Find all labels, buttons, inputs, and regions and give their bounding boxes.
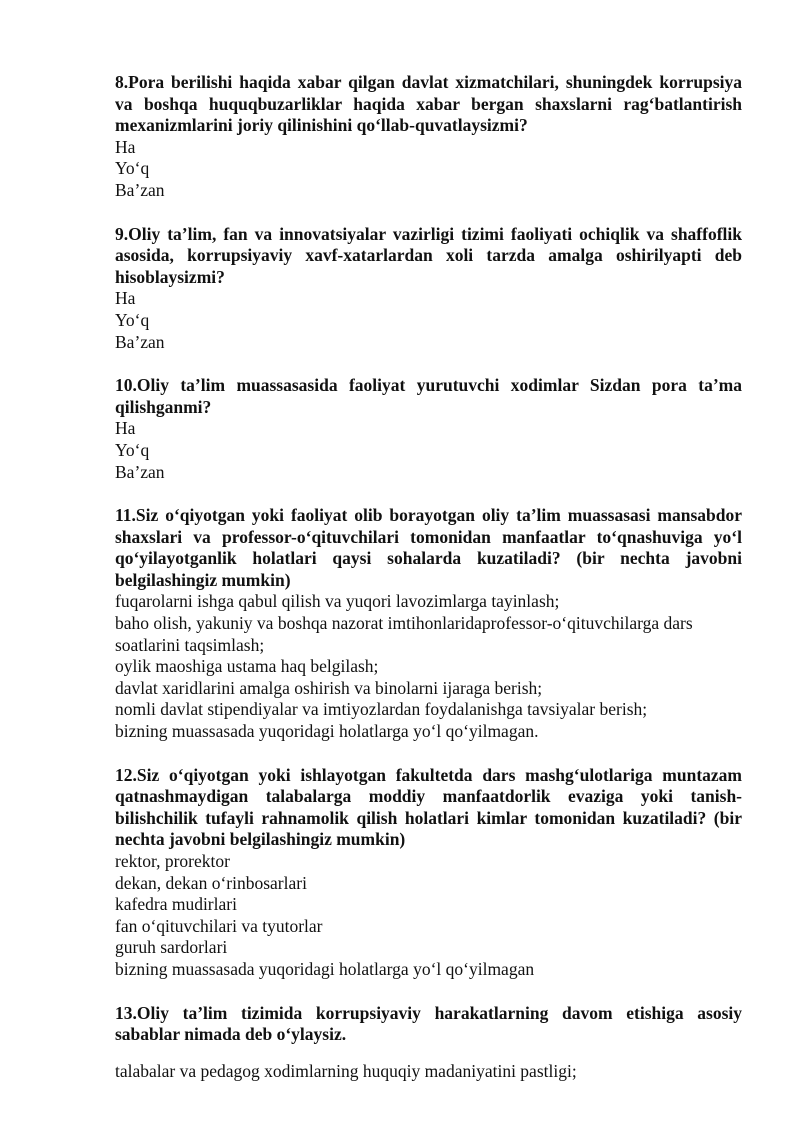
answer-option: fan o‘qituvchilari va tyutorlar xyxy=(115,915,323,936)
answer-option: davlat xaridlarini amalga oshirish va binolarni ijaraga berish; xyxy=(115,677,543,698)
answer-option: baho olish, yakuniy va boshqa nazorat imtihonlaridaprofessor-o‘qituvchilarga dars soatlarini taqsimlash; xyxy=(115,613,693,655)
answer-option: fuqarolarni ishga qabul qilish va yuqori lavozimlarga tayinlash; xyxy=(115,591,560,612)
answer-option: rektor, prorektor xyxy=(115,851,230,871)
answer-option: Yo‘q xyxy=(115,309,150,330)
answer-options xyxy=(115,591,742,742)
question-11 xyxy=(115,505,742,743)
question-text: 10.Oliy ta’lim muassasasida faoliyat yurutuvchi xodimlar Sizdan pora ta’ma qilishganmi? xyxy=(115,375,742,417)
answer-option: Ha xyxy=(115,288,136,309)
question-text: 13.Oliy ta’lim tizimida korrupsiyaviy harakatlarning davom etishiga asosiy sabablar nimada deb o‘ylaysiz. xyxy=(115,1002,742,1045)
question-9 xyxy=(115,224,742,354)
answer-option: Yo‘q xyxy=(115,439,150,460)
answer-options xyxy=(115,418,742,483)
question-text: 9.Oliy ta’lim, fan va innovatsiyalar vazirligi tizimi faoliyati ochiqlik va shaffoflik asosida, korrupsiyaviy xavf-xatarlardan xoli tarzda amalga oshirilyapti deb hisoblaysizmi? xyxy=(115,223,742,287)
answer-option: Ba’zan xyxy=(115,179,165,200)
question-text: 11.Siz o‘qiyotgan yoki faoliyat olib borayotgan oliy ta’lim muassasasi mansabdor shaxslari va professor-o‘qituvchilari tomonidan manfaatlar to‘qnashuviga yo‘l qo‘yilayotganlik holatlari qaysi sohalarda kuzatiladi? (bir nechta javobni belgilashingiz mumkin) xyxy=(115,505,742,590)
answer-option: dekan, dekan o‘rinbosarlari xyxy=(115,872,307,893)
answer-option: talabalar va pedagog xodimlarning huquqiy madaniyatini pastligi; xyxy=(115,1060,577,1081)
answer-options xyxy=(115,288,742,353)
question-text: 12.Siz o‘qiyotgan yoki ishlayotgan fakultetda dars mashg‘ulotlariga muntazam qatnashmaydigan talabalarga moddiy manfaatdorlik evaziga yoki tanish-bilishchilik tufayli rahnamolik qilish holatlari kimlar tomonidan kuzatiladi? (bir nechta javobni belgilashingiz mumkin) xyxy=(115,764,742,850)
answer-option: nomli davlat stipendiyalar va imtiyozlardan foydalanishga tavsiyalar berish; xyxy=(115,699,648,720)
question-text: 8.Pora berilishi haqida xabar qilgan davlat xizmatchilari, shuningdek korrupsiya va boshqa huquqbuzarliklar haqida xabar bergan shaxslarni rag‘batlantirish mexanizmlarini joriy qilinishini qo‘llab-quvatlaysizmi? xyxy=(115,72,742,136)
answer-option: oylik maoshiga ustama haq belgilash; xyxy=(115,656,379,677)
answer-option: Ha xyxy=(115,136,136,157)
answer-option: Yo‘q xyxy=(115,158,150,179)
answer-option: Ba’zan xyxy=(115,331,165,352)
answer-option: kafedra mudirlari xyxy=(115,894,237,915)
answer-options xyxy=(115,137,742,202)
question-13 xyxy=(115,1003,742,1083)
question-8 xyxy=(115,72,742,202)
answer-option: Ba’zan xyxy=(115,461,165,482)
answer-option: bizning muassasada yuqoridagi holatlarga yo‘l qo‘yilmagan xyxy=(115,958,535,979)
answer-option: Ha xyxy=(115,418,136,439)
question-10 xyxy=(115,375,742,483)
document-page xyxy=(115,72,742,1104)
answer-options xyxy=(115,1061,742,1083)
answer-options xyxy=(115,851,742,981)
answer-option: guruh sardorlari xyxy=(115,937,228,958)
question-12 xyxy=(115,765,742,981)
answer-option: bizning muassasada yuqoridagi holatlarga yo‘l qo‘yilmagan. xyxy=(115,721,539,742)
